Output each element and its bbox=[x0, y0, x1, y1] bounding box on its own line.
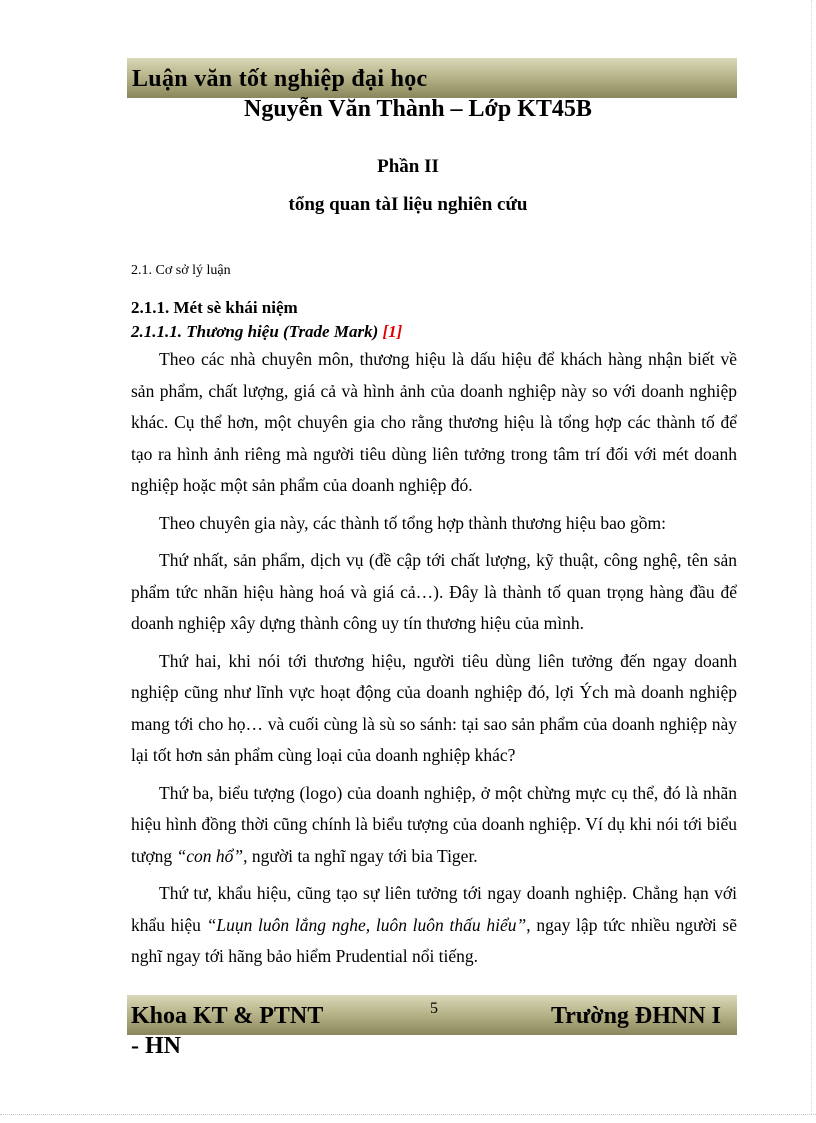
header-thesis-label: Luận văn tốt nghiệp đại học bbox=[132, 66, 428, 92]
paragraph-third-end: , người ta nghĩ ngay tới bia Tiger. bbox=[243, 845, 478, 866]
paragraph-intro-components: Theo chuyên gia này, các thành tố tổng hợp thành thương hiệu bao gồm: bbox=[159, 512, 667, 533]
body-text bbox=[131, 344, 737, 973]
paragraph-third bbox=[131, 778, 737, 873]
part-title: Phần II bbox=[377, 156, 439, 177]
paragraph-fourth-start: Thứ tư, khẩu hiệu, cũng tạo sự liên tưởng tới ngay doanh nghiệp. Chẳng hạn với khẩu hiệu bbox=[131, 883, 737, 935]
section-heading-2-1-1-1 bbox=[131, 322, 402, 342]
paragraph-second: Thứ hai, khi nói tới thương hiệu, người tiêu dùng liên tưởng đến ngay doanh nghiệp cũng như lĩnh vực hoạt động của doanh nghiệp đó, lợi Ých mà doanh nghiệp mang tới cho họ… và cuối cùng là sù so sánh: tại sao sản phẩm của doanh nghiệp này lại tốt hơn sản phẩm cùng loại của doanh nghiệp khác? bbox=[131, 650, 737, 765]
footer-city: - HN bbox=[131, 1033, 181, 1059]
paragraph-fourth bbox=[131, 878, 737, 973]
paragraph-third-start: Thứ ba, biểu tượng (logo) của doanh nghiệp, ở một chừng mực cụ thể, đó là nhãn hiệu hình đồng thời cũng chính là biểu tượng của doanh nghiệp. Ví dụ khi nói tới biểu tượng bbox=[131, 782, 737, 866]
section-heading-2-1-1-1-text: 2.1.1.1. Thương hiệu (Trade Mark) bbox=[131, 322, 383, 341]
page-right-edge bbox=[811, 0, 812, 1114]
page-bottom-edge bbox=[0, 1114, 816, 1115]
footer-university: Trường ĐHNN I bbox=[551, 1003, 721, 1029]
part-subtitle: tổng quan tàI liệu nghiên cứu bbox=[288, 194, 528, 215]
section-heading-2-1-1: 2.1.1. Mét sè khái niệm bbox=[131, 298, 298, 317]
page-number: 5 bbox=[430, 1000, 438, 1017]
footer-faculty: Khoa KT & PTNT bbox=[131, 1003, 324, 1029]
quote-slogan: “Luụn luôn lắng nghe, luôn luôn thấu hiểu” bbox=[206, 914, 527, 935]
paragraph-definition: Theo các nhà chuyên môn, thương hiệu là dấu hiệu để khách hàng nhận biết về sản phẩm, chất lượng, giá cả và hình ảnh của doanh nghiệp này so với doanh nghiệp khác. Cụ thể hơn, một chuyên gia cho rằng thương hiệu là tổng hợp các thành tố để tạo ra hình ảnh riêng mà người tiêu dùng liên tưởng trong tâm trí đối với mét doanh nghiệp hoặc một sản phẩm của doanh nghiệp đó. bbox=[131, 349, 737, 495]
header-author-class: Nguyễn Văn Thành – Lớp KT45B bbox=[244, 96, 592, 122]
paragraph-first: Thứ nhất, sản phẩm, dịch vụ (đề cập tới chất lượng, kỹ thuật, công nghệ, tên sản phẩm tức nhãn hiệu hàng hoá và giá cả…). Đây là thành tố quan trọng hàng đầu để doanh nghiệp xây dựng thành công uy tín thương hiệu của mình. bbox=[131, 550, 737, 633]
section-heading-2-1: 2.1. Cơ sở lý luận bbox=[131, 263, 231, 278]
reference-marker: [1] bbox=[382, 322, 403, 341]
paragraph-fourth-end: , ngay lập tức nhiều người sẽ nghĩ ngay tới hãng bảo hiểm Prudential nổi tiếng. bbox=[131, 914, 738, 966]
quote-con-ho: “con hổ” bbox=[176, 845, 244, 866]
